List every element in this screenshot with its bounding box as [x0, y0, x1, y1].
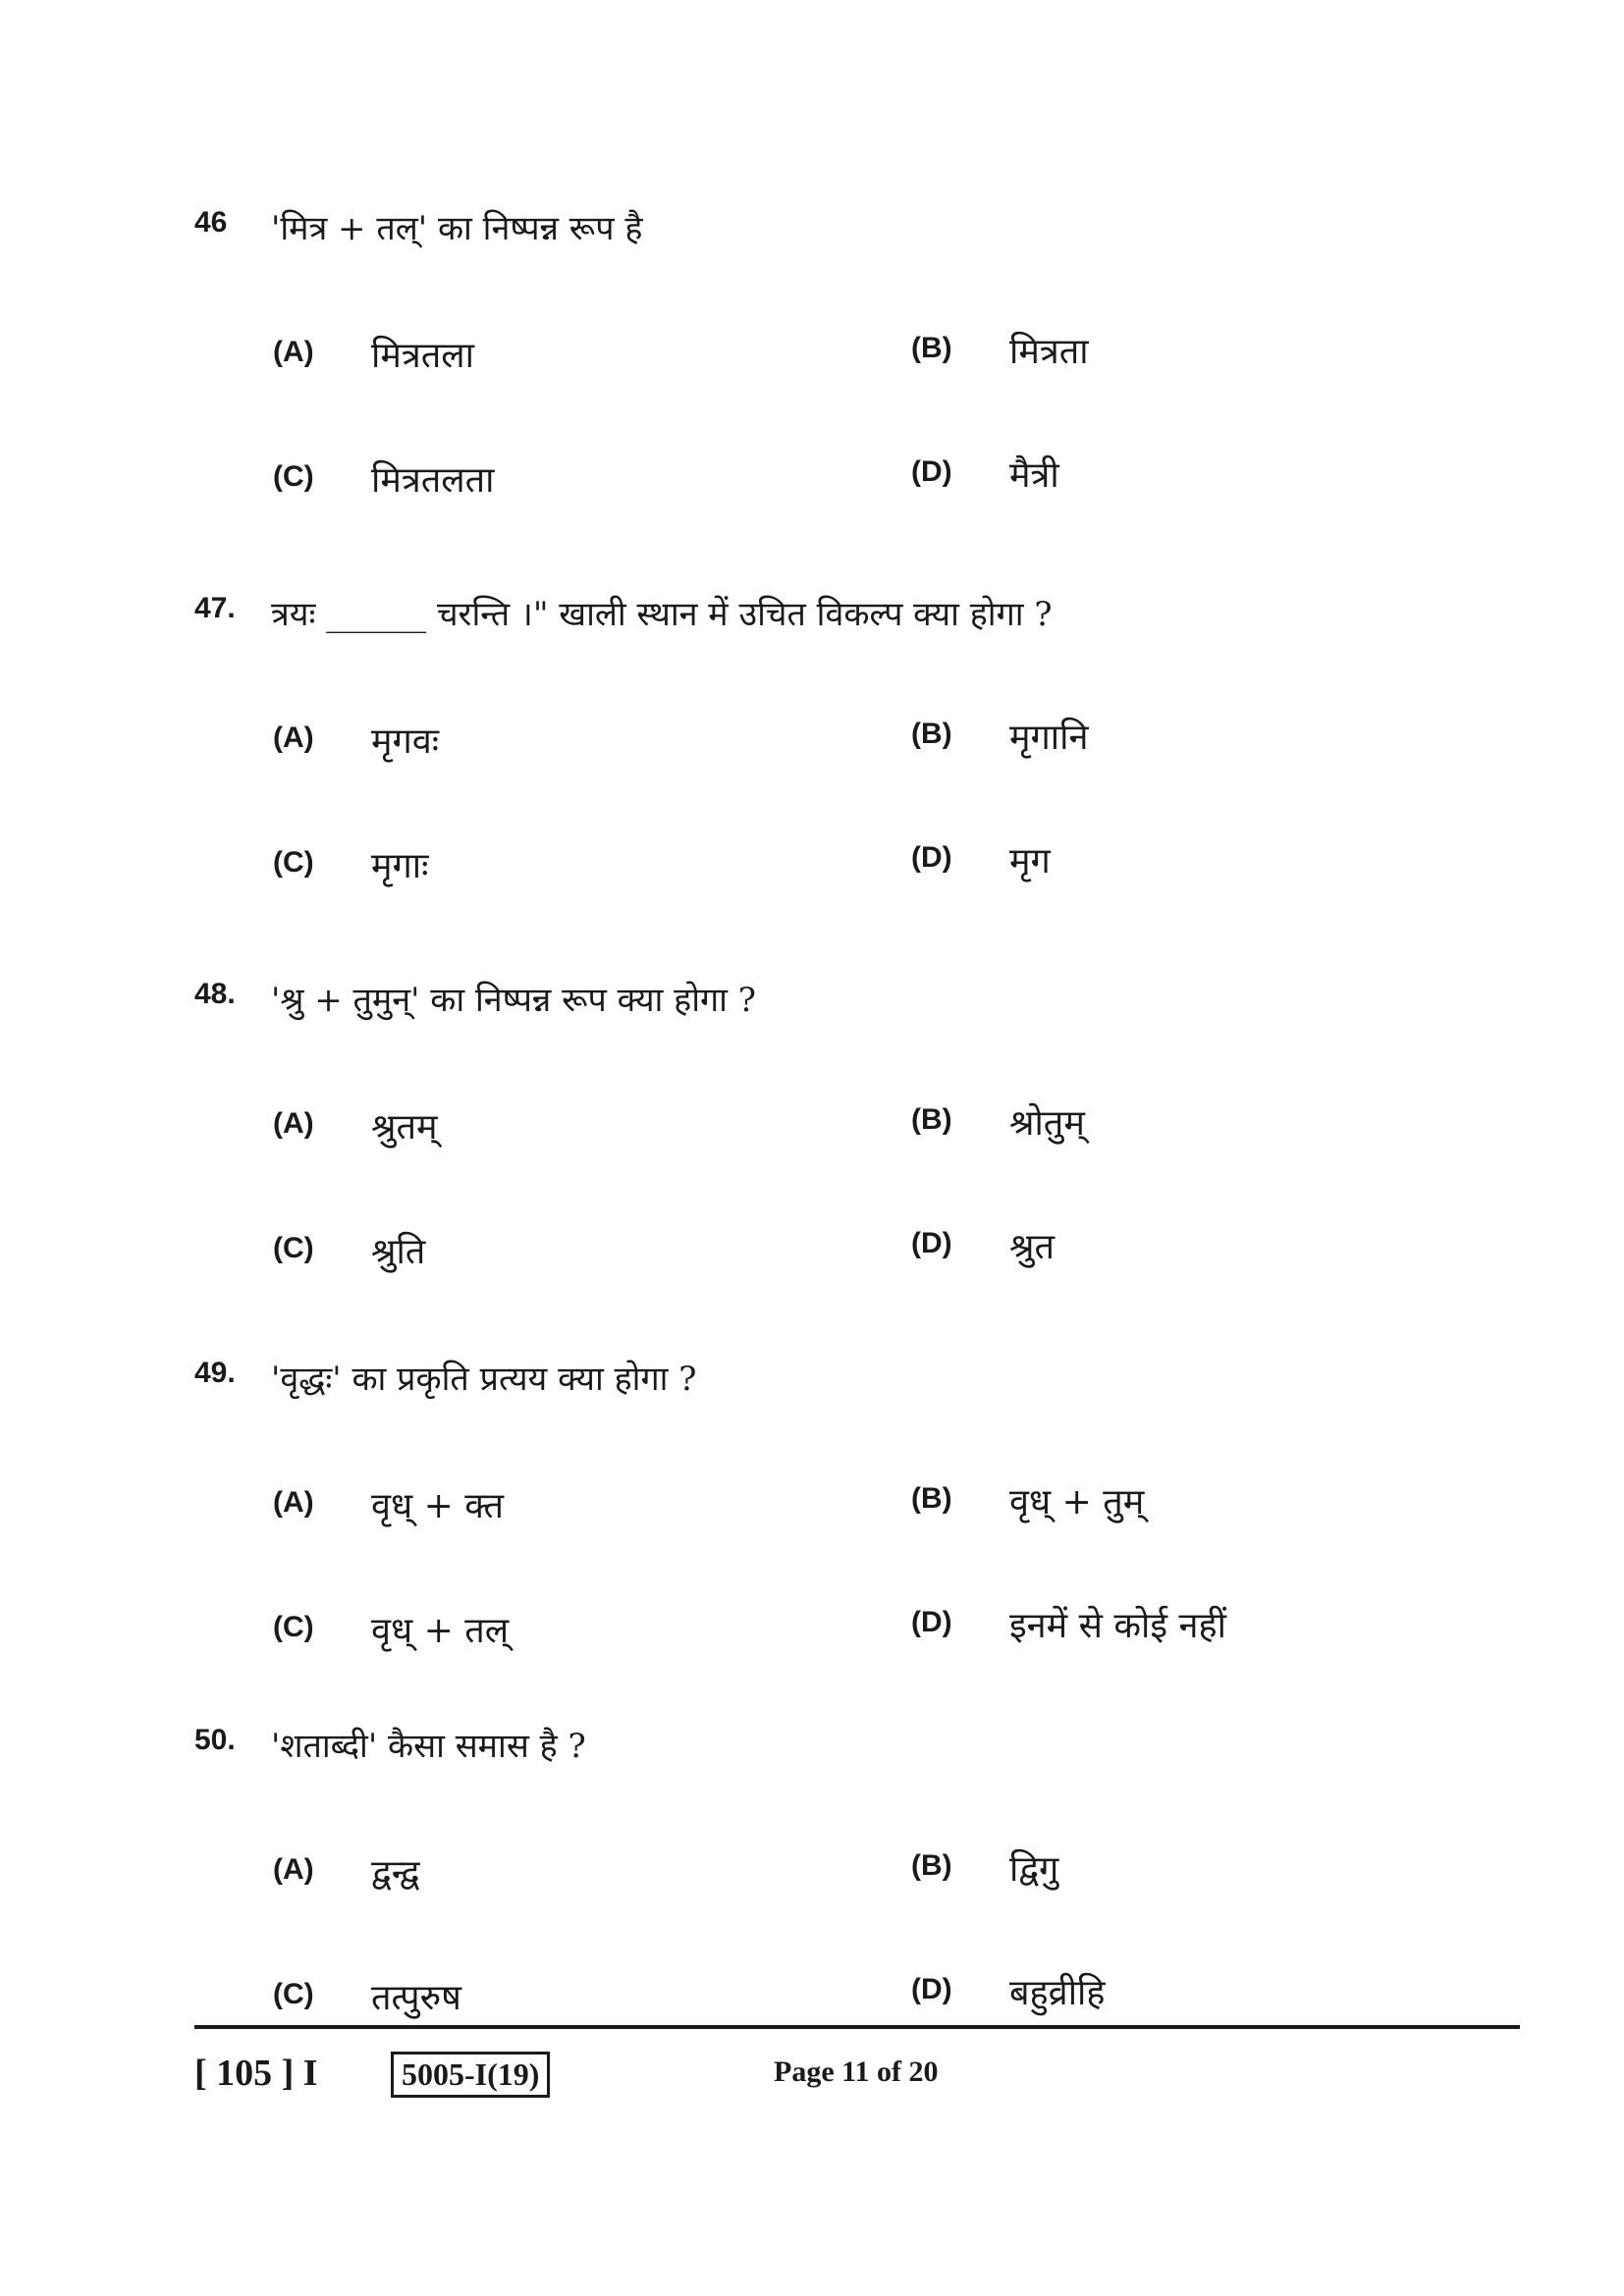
page-footer: [194, 2052, 1520, 2110]
option-text: श्रुत: [1009, 1227, 1056, 1267]
option-label: (C): [273, 1978, 314, 2010]
option-label: (C): [273, 1232, 314, 1264]
question-text: 'मित्र + तल्' का निष्पन्न रूप है: [271, 209, 643, 248]
question-46: [194, 206, 1471, 510]
option-label: (B): [911, 1482, 952, 1515]
option-text: मित्रता: [1009, 332, 1089, 372]
question-number: 46: [194, 206, 228, 239]
question-text: 'वृद्धः' का प्रकृति प्रत्यय क्या होगा ?: [271, 1360, 697, 1399]
question-50: [194, 1724, 1471, 2028]
option-label: (A): [273, 1486, 314, 1519]
option-label: (A): [273, 336, 314, 368]
option-text: द्विगु: [1009, 1849, 1059, 1890]
option-label: (C): [273, 846, 314, 879]
option-text: श्रुति: [371, 1232, 426, 1272]
option-text: श्रुतम्: [371, 1107, 438, 1148]
booklet-code-box: 5005-I(19): [391, 2052, 550, 2098]
option-label: (D): [911, 1973, 952, 2005]
option-label: (A): [273, 721, 314, 754]
option-label: (B): [911, 718, 952, 750]
option-text: मृगवः: [371, 721, 440, 762]
option-text: वृध् + तुम्: [1009, 1482, 1145, 1522]
option-label: (D): [911, 455, 952, 488]
option-label: (D): [911, 1606, 952, 1638]
option-text: मृगाः: [371, 846, 429, 886]
question-text: 'श्रु + तुमुन्' का निष्पन्न रूप क्या होगा ?: [271, 981, 757, 1020]
paper-code: [ 105 ] I: [194, 2053, 318, 2094]
option-label: (B): [911, 1849, 952, 1882]
option-label: (B): [911, 332, 952, 364]
question-text: 'शताब्दी' कैसा समास है ?: [271, 1727, 586, 1766]
option-text: श्रोतुम्: [1009, 1103, 1085, 1144]
option-text: बहुव्रीहि: [1009, 1973, 1106, 2013]
question-49: [194, 1357, 1471, 1661]
option-text: मृग: [1009, 841, 1051, 881]
option-text: मित्रतलता: [371, 460, 495, 501]
question-48: [194, 978, 1471, 1282]
option-text: वृध् + तल्: [371, 1611, 510, 1651]
question-text: त्रयः ______ चरन्ति ।" खाली स्थान में उचित विकल्प क्या होगा ?: [271, 595, 1053, 634]
option-text: मृगानि: [1009, 718, 1089, 758]
option-label: (A): [273, 1853, 314, 1886]
option-text: मैत्री: [1009, 455, 1059, 496]
option-text: द्वन्द्व: [371, 1853, 420, 1894]
question-47: [194, 592, 1471, 896]
option-text: तत्पुरुष: [371, 1978, 461, 2018]
option-text: वृध् + क्त: [371, 1486, 505, 1526]
option-text: इनमें से कोई नहीं: [1009, 1606, 1226, 1646]
question-number: 48.: [194, 978, 236, 1010]
option-text: मित्रतला: [371, 336, 474, 376]
page-number: Page 11 of 20: [774, 2056, 939, 2088]
question-number: 49.: [194, 1357, 236, 1389]
option-label: (C): [273, 460, 314, 493]
option-label: (D): [911, 841, 952, 874]
question-number: 50.: [194, 1724, 236, 1756]
footer-divider: [194, 2025, 1520, 2029]
option-label: (B): [911, 1103, 952, 1136]
option-label: (C): [273, 1611, 314, 1643]
question-number: 47.: [194, 592, 236, 624]
option-label: (D): [911, 1227, 952, 1259]
option-label: (A): [273, 1107, 314, 1140]
